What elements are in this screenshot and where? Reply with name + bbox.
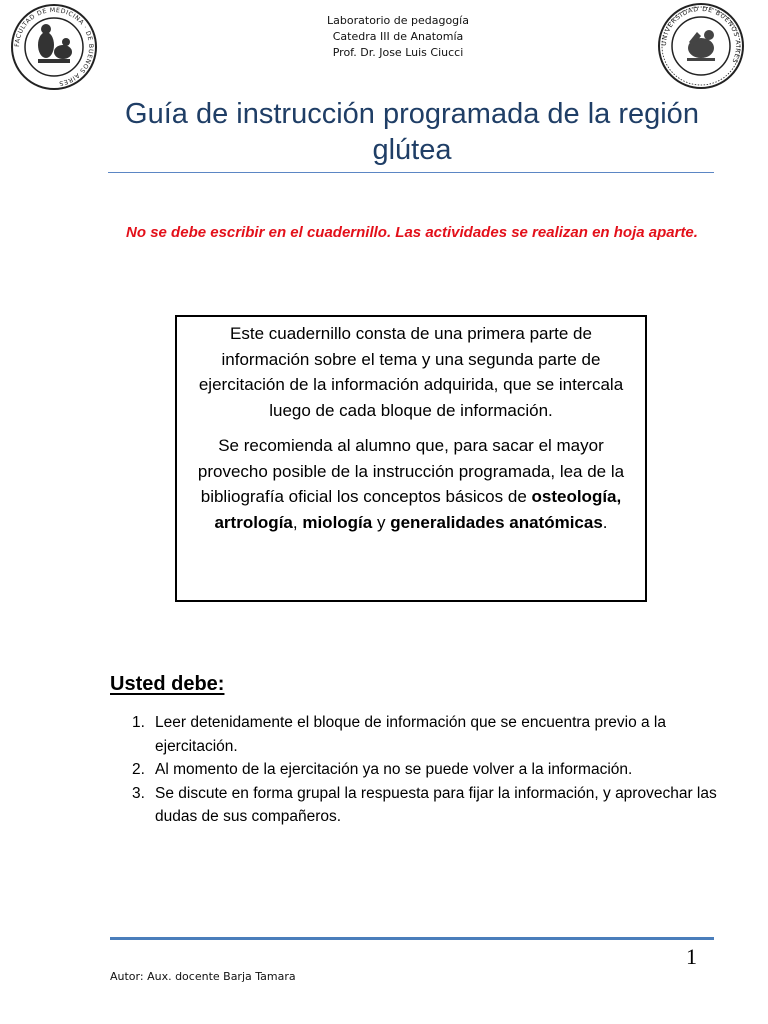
section-heading: Usted debe: [110, 673, 225, 695]
list-item [132, 782, 732, 829]
keyword-osteologia-artrologia: osteología, artrología [214, 487, 622, 532]
header-line: Prof. Dr. Jose Luis Ciucci [332, 46, 464, 59]
page-title: Guía de instrucción programada de la región glútea [125, 98, 699, 166]
footer-divider [110, 937, 714, 940]
list-text: Al momento de la ejercitación ya no se puede volver a la información. [155, 761, 633, 778]
header-line: Laboratorio de pedagogía [327, 14, 469, 27]
keyword-generalidades: generalidades anatómicas [390, 512, 603, 532]
header-line: Catedra III de Anatomía [332, 30, 464, 43]
list-item [132, 711, 732, 758]
intro-box [175, 315, 647, 602]
instructions-list [132, 711, 732, 829]
list-text: Se discute en forma grupal la respuesta para fijar la información, y aprovechar las dudas de sus compañeros. [155, 784, 717, 825]
keyword-miologia: miología [302, 512, 373, 532]
intro-paragraph: Este cuadernillo consta de una primera parte de información sobre el tema y una segunda parte de ejercitación de la información adquirida, que se intercala luego de cada bloque de información. [198, 324, 624, 420]
header-block [0, 13, 768, 61]
list-text: Leer detenidamente el bloque de información que se encuentra previo a la ejercitación. [155, 714, 666, 755]
period: . [602, 512, 608, 532]
warning-note: No se debe escribir en el cuadernillo. Las actividades se realizan en hoja aparte. [126, 224, 698, 241]
author-credit: Autor: Aux. docente Barja Tamara [110, 970, 296, 983]
comma: , [292, 512, 298, 532]
intro-recommendation [187, 433, 635, 535]
page-number: 1 [686, 944, 697, 969]
svg-text:FACULTAD DE MEDICINA · DE BUEN: FACULTAD DE MEDICINA · DE BUENOS AIRES [13, 6, 95, 87]
list-number: 1. [132, 714, 145, 731]
connector: y [372, 512, 391, 532]
title-divider [108, 172, 714, 173]
university-seal-icon [657, 2, 745, 90]
svg-text:UNIVERSIDAD DE BUENOS AIRES: UNIVERSIDAD DE BUENOS AIRES [659, 4, 743, 65]
list-item [132, 758, 732, 782]
list-number: 3. [132, 784, 145, 802]
recommendation-text: Se recomienda al alumno que, para sacar el mayor provecho posible de la instrucción programada, lea de la bibliografía oficial los conceptos básicos de [197, 436, 625, 506]
list-number: 2. [132, 761, 145, 778]
